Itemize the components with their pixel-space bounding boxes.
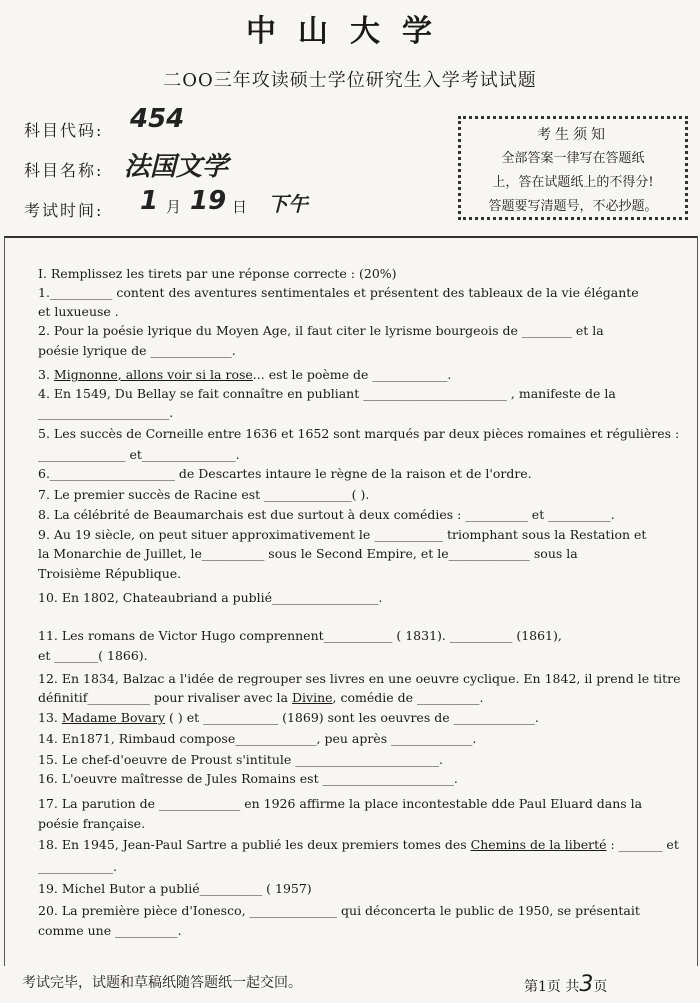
- candidate-notice-box: [458, 116, 688, 220]
- subject-code-value: 454: [130, 104, 185, 134]
- question-4-line-1: 4. En 1549, Du Bellay se fait connaître en publiant _______________________ , manifeste de la: [38, 386, 616, 401]
- exam-month-unit: 月: [166, 198, 182, 216]
- question-13-title: Madame Bovary: [61, 710, 166, 725]
- question-12-text-a: définitif__________ pour rivaliser avec la: [38, 690, 292, 705]
- exam-day-unit: 日: [232, 198, 248, 216]
- question-12-line-1: 12. En 1834, Balzac a l'idée de regrouper ses livres en une oeuvre cyclique. En 1842, il prend le titre: [38, 671, 681, 686]
- question-15: 15. Le chef-d'oeuvre de Proust s'intitule _______________________.: [38, 752, 444, 767]
- question-18-text-b: : _______ et: [606, 837, 679, 852]
- question-3: [38, 366, 660, 384]
- question-5-line-1: 5. Les succès de Corneille entre 1636 et 1652 sont marqués par deux pièces romaines et régulières :: [38, 426, 680, 441]
- question-12-title: Divine: [292, 690, 333, 705]
- question-2-line-1: 2. Pour la poésie lyrique du Moyen Age, il faut citer le lyrisme bourgeois de ________ et la: [38, 323, 604, 338]
- notice-line-2: 上，答在试题纸上的不得分!: [492, 175, 654, 190]
- question-1-line-2: et luxueuse .: [38, 304, 119, 319]
- notice-line-3: 答题要写清题号，不必抄题。: [488, 199, 658, 214]
- page-number: [524, 972, 607, 997]
- page-total: 3: [579, 972, 594, 997]
- question-20-line-2: comme une __________.: [38, 923, 182, 938]
- question-10: 10. En 1802, Chateaubriand a publié_________________.: [38, 590, 383, 605]
- question-6: 6.____________________ de Descartes intaure le règne de la raison et de l'ordre.: [38, 466, 532, 481]
- university-title: 中山大学: [246, 14, 454, 49]
- exam-time-label: 考试时间:: [24, 201, 104, 220]
- question-7: 7. Le premier succès de Racine est ______________( ).: [38, 487, 370, 502]
- question-9-line-1: 9. Au 19 siècle, on peut situer approximativement le ___________ triomphant sous la Restation et: [38, 527, 647, 542]
- question-19: 19. Michel Butor a publié__________ ( 1957): [38, 881, 312, 896]
- subject-name-value: 法国文学: [124, 152, 229, 182]
- subject-code-label: 科目代码:: [24, 121, 104, 140]
- exam-month-value: 1: [140, 186, 159, 216]
- question-5-line-2: ______________ et_______________.: [38, 447, 240, 462]
- question-11-line-1: 11. Les romans de Victor Hugo comprennent___________ ( 1831). __________ (1861),: [38, 628, 562, 643]
- page-unit: 页: [593, 979, 608, 995]
- page-label: 第1页 共: [524, 979, 580, 995]
- exam-period-value: 下午: [268, 192, 308, 216]
- notice-line-1: 全部答案一律写在答题纸: [501, 151, 645, 166]
- question-16: 16. L'oeuvre maîtresse de Jules Romains est _____________________.: [38, 771, 458, 786]
- question-3-text: ... est le poème de ____________.: [252, 367, 452, 382]
- question-18-title: Chemins de la liberté: [470, 837, 607, 852]
- question-3-number: 3.: [38, 367, 54, 382]
- question-18-line-2: ____________.: [38, 859, 117, 874]
- exam-subtitle: 二OO三年攻读硕士学位研究生入学考试试题: [163, 70, 537, 91]
- exam-day-value: 19: [190, 186, 227, 216]
- question-2-line-2: poésie lyrique de _____________.: [38, 343, 236, 358]
- question-14: 14. En1871, Rimbaud compose_____________, peu après _____________.: [38, 731, 477, 746]
- question-9-line-2: la Monarchie de Juillet, le__________ sous le Second Empire, et le_____________ sous la: [38, 546, 578, 561]
- footer-instruction: 考试完毕，试题和草稿纸随答题纸一起交回。: [22, 975, 302, 991]
- question-17-line-2: poésie française.: [38, 816, 146, 831]
- question-18-line-1: [38, 836, 679, 854]
- section-heading: I. Remplissez les tirets par une réponse correcte : (20%): [38, 266, 397, 281]
- question-13-text: ( ) et ____________ (1869) sont les oeuvres de _____________.: [165, 710, 539, 725]
- question-12-line-2: [38, 689, 660, 707]
- question-12-text-b: , comédie de __________.: [332, 690, 484, 705]
- subject-name-label: 科目名称:: [24, 161, 104, 180]
- question-17-line-1: 17. La parution de _____________ en 1926 affirme la place incontestable dde Paul Eluard dans la: [38, 796, 643, 811]
- question-13: [38, 709, 660, 727]
- question-9-line-3: Troisième République.: [38, 566, 182, 581]
- question-13-number: 13.: [38, 710, 62, 725]
- question-1-line-1: 1.__________ content des aventures sentimentales et présentent des tableaux de la vie élégante: [38, 285, 639, 300]
- notice-title: 考生须知: [537, 127, 609, 143]
- question-8: 8. La célébrité de Beaumarchais est due surtout à deux comédies : __________ et __________.: [38, 507, 615, 522]
- question-20-line-1: 20. La première pièce d'Ionesco, ______________ qui déconcerta le public de 1950, se présentait: [38, 903, 640, 918]
- question-3-title: Mignonne, allons voir si la rose: [53, 367, 253, 382]
- question-11-line-2: et _______( 1866).: [38, 648, 148, 663]
- question-18-text-a: 18. En 1945, Jean-Paul Sartre a publié les deux premiers tomes des: [38, 837, 471, 852]
- question-4-line-2: _____________________.: [38, 405, 174, 420]
